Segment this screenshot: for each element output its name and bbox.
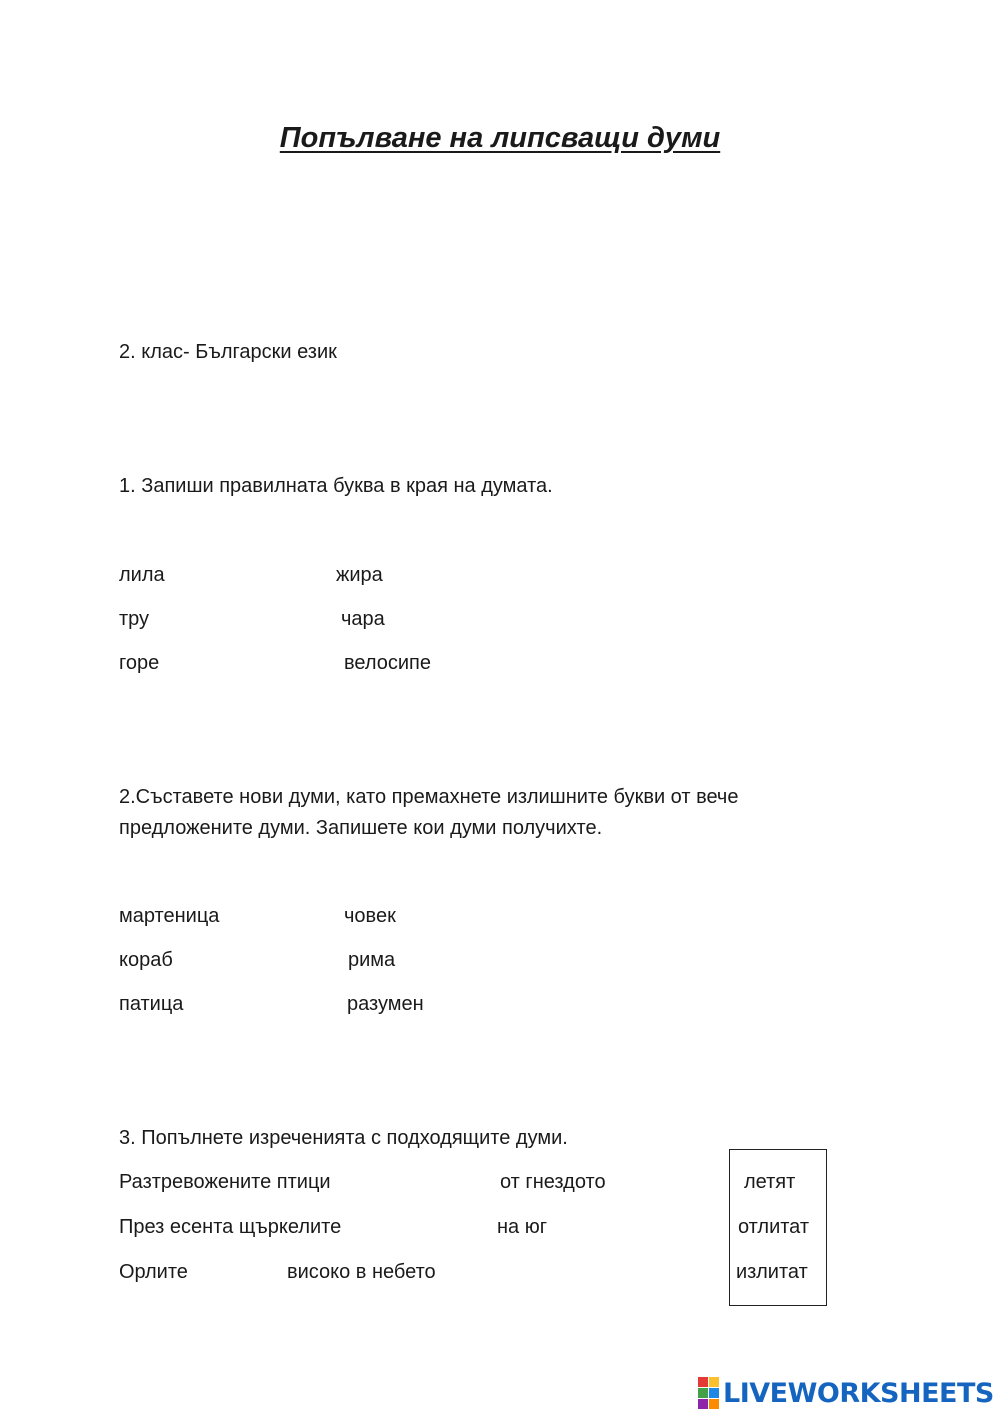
ex1-left-word: горе [119, 652, 160, 674]
word-bank-item: излитат [736, 1261, 808, 1283]
logo-cell [709, 1377, 719, 1387]
liveworksheets-logo-icon [698, 1377, 719, 1409]
logo-cell [709, 1399, 719, 1409]
logo-cell [709, 1388, 719, 1398]
exercise2-instruction-line1: 2.Съставете нови думи, като премахнете излишните букви от вече [119, 786, 739, 808]
liveworksheets-watermark [698, 1378, 994, 1408]
word-bank-item: летят [744, 1171, 796, 1193]
sentence-start: Орлите [119, 1261, 188, 1283]
page-title: Попълване на липсващи думи [279, 122, 721, 154]
sentence-start: Разтревожените птици [119, 1171, 331, 1193]
exercise3-instruction: 3. Попълнете изреченията с подходящите думи. [119, 1127, 568, 1149]
ex2-right-word: рима [348, 949, 396, 971]
subtitle: 2. клас- Български език [119, 341, 337, 363]
ex1-right-word: велосипе [344, 652, 432, 674]
logo-cell [698, 1399, 708, 1409]
exercise2-instruction-line2: предложените думи. Запишете кои думи получихте. [119, 817, 603, 839]
ex2-right-word: разумен [347, 993, 424, 1015]
logo-cell [698, 1377, 708, 1387]
ex1-right-word: чара [341, 608, 385, 630]
exercise1-instruction: 1. Запиши правилната буква в края на думата. [119, 475, 553, 497]
sentence-end: на юг [497, 1216, 548, 1238]
ex2-right-word: човек [344, 905, 396, 927]
sentence-end: високо в небето [287, 1261, 436, 1283]
ex1-right-word: жира [336, 564, 383, 586]
ex1-left-word: тру [119, 608, 150, 630]
ex2-left-word: кораб [119, 949, 173, 971]
logo-cell [698, 1388, 708, 1398]
ex1-left-word: лила [119, 564, 165, 586]
word-bank-item: отлитат [738, 1216, 810, 1238]
sentence-end: от гнездото [500, 1171, 606, 1193]
liveworksheets-text: LIVEWORKSHEETS [723, 1377, 994, 1409]
sentence-start: През есента щъркелите [119, 1216, 342, 1238]
ex2-left-word: мартеница [119, 905, 220, 927]
ex2-left-word: патица [119, 993, 184, 1015]
